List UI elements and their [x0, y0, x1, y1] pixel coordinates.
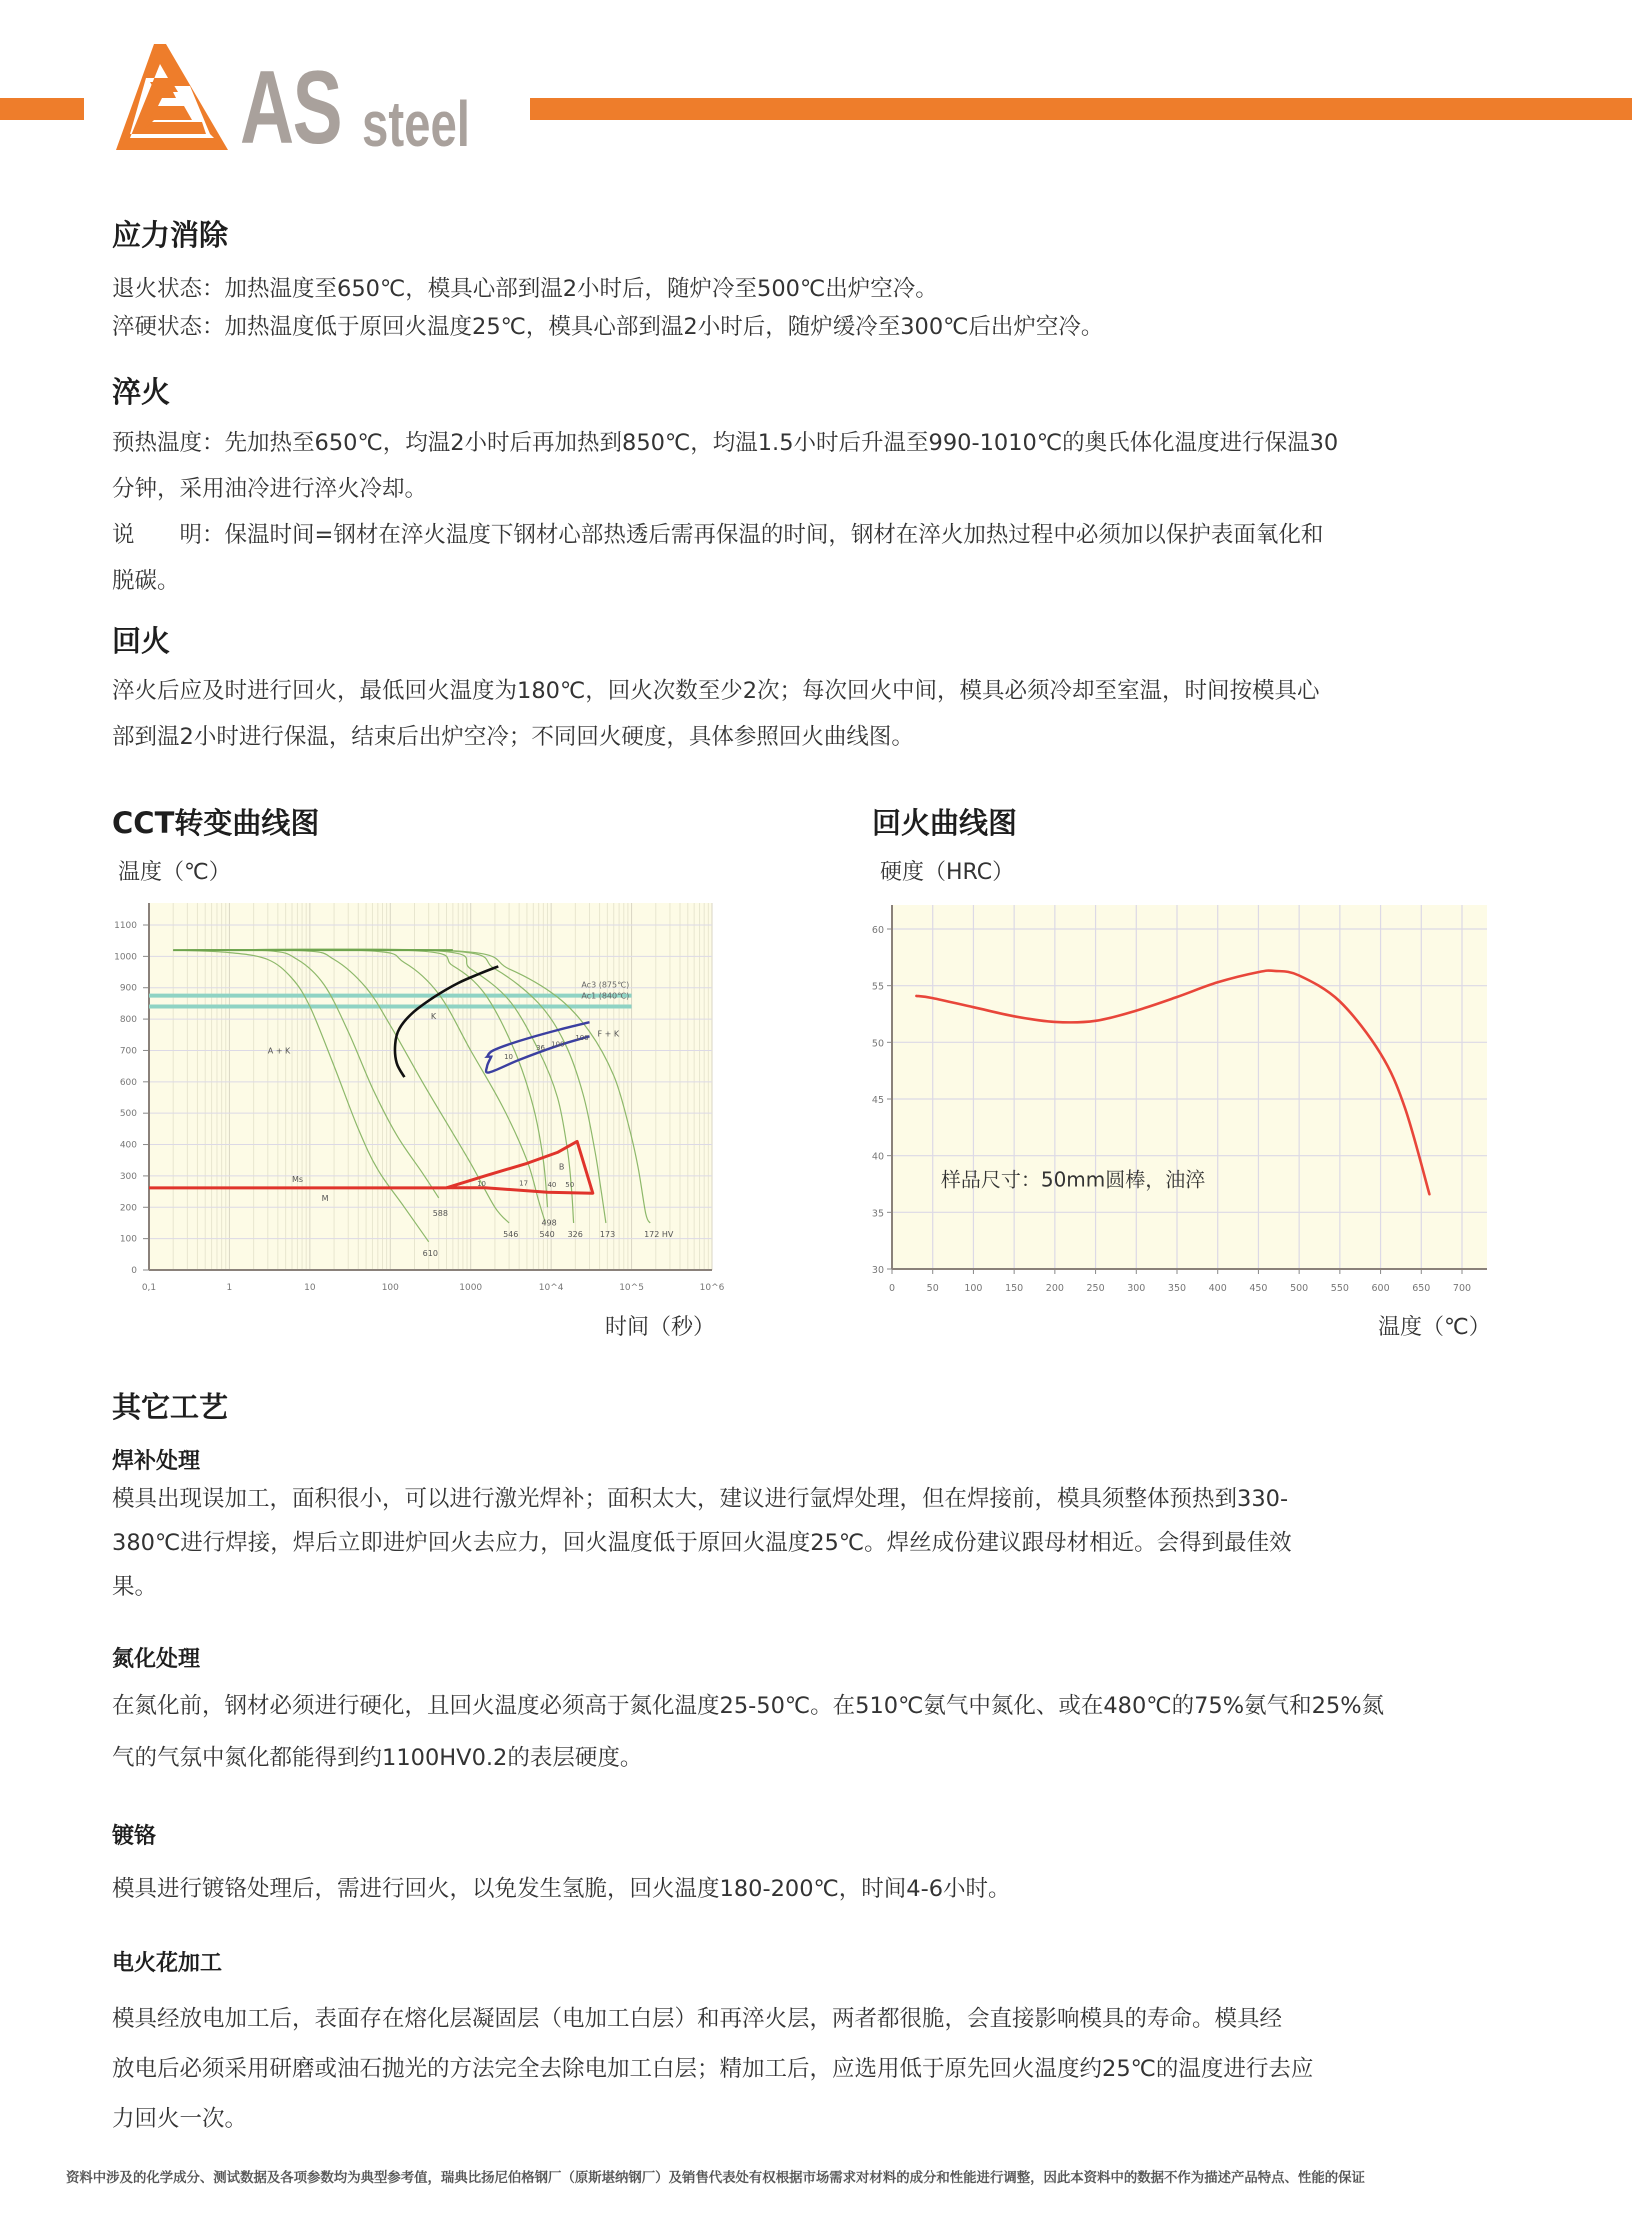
tempering-y-tick-label: 50 — [871, 1038, 884, 1050]
cct-region-label-ak: A + K — [267, 1046, 291, 1056]
text-line: 380℃进行焊接，焊后立即进炉回火去应力，回火温度低于原回火温度25℃。焊丝成份建议跟母材相近。会得到最佳效 — [112, 1530, 1292, 1556]
header-bar-right — [530, 98, 1632, 120]
cct-curve-hv-label: 498 — [541, 1218, 557, 1228]
cct-y-tick-label: 300 — [119, 1171, 137, 1182]
text-line: 说 明：保温时间=钢材在淬火温度下钢材心部热透后需再保温的时间，钢材在淬火加热过程中必须加以保护表面氧化和 — [112, 522, 1324, 548]
cct-x-tick-label: 10^6 — [699, 1283, 725, 1293]
cct-y-tick-label: 700 — [119, 1046, 137, 1057]
tempering-y-tick-label: 60 — [871, 925, 884, 936]
cct-x-tick-label: 10^4 — [538, 1283, 564, 1293]
cct-bainite-label: 10 — [477, 1179, 487, 1188]
cct-curve-hv-label: 172 HV — [644, 1229, 674, 1239]
cct-y-tick-label: 800 — [119, 1015, 137, 1026]
subsection-title-nitriding: 氮化处理 — [112, 1647, 201, 1672]
tempering-x-tick-label: 600 — [1371, 1283, 1390, 1294]
cct-x-tick-label: 1000 — [459, 1283, 483, 1293]
chrome-text — [112, 1867, 1512, 1911]
tempering-x-tick-label: 400 — [1208, 1283, 1227, 1294]
cct-x-tick-label: 100 — [381, 1283, 399, 1293]
tempering-x-tick-label: 650 — [1412, 1283, 1431, 1294]
cct-y-axis-title: 温度（℃） — [118, 860, 231, 885]
text-line: 在氮化前，钢材必须进行硬化，且回火温度必须高于氮化温度25-50℃。在510℃氨气中氮化、或在480℃的75%氨气和25%氮 — [112, 1693, 1385, 1719]
logo-text-as: AS — [240, 50, 342, 166]
tempering-y-tick-label: 55 — [871, 981, 884, 993]
tempering-y-tick-label: 45 — [871, 1095, 884, 1106]
tempering-text — [112, 668, 1512, 760]
cct-x-tick-label: 10 — [304, 1283, 316, 1293]
cct-curve-hv-label: 610 — [422, 1248, 438, 1258]
hardening-text — [112, 420, 1512, 604]
cct-bainite-label: 50 — [565, 1181, 575, 1190]
tempering-x-tick-label: 450 — [1249, 1283, 1268, 1294]
text-line: 模具出现误加工，面积很小，可以进行激光焊补；面积太大，建议进行氩焊处理，但在焊接前，模具须整体预热到330- — [112, 1486, 1289, 1512]
header-bar-left — [0, 98, 84, 120]
cct-y-tick-label: 400 — [119, 1140, 137, 1151]
tempering-x-tick-label: 350 — [1167, 1283, 1187, 1294]
cct-x-tick-label: 10^5 — [619, 1283, 644, 1293]
stress-relief-text — [112, 270, 1512, 346]
tempering-x-tick-label: 150 — [1005, 1283, 1024, 1294]
tempering-x-tick-label: 50 — [926, 1283, 939, 1294]
text-line: 气的气氛中氮化都能得到约1100HV0.2的表层硬度。 — [112, 1745, 643, 1771]
section-title-hardening: 淬火 — [112, 375, 171, 409]
logo-text-steel: steel — [362, 88, 470, 160]
cct-ms-label: Ms — [292, 1174, 304, 1184]
tempering-x-tick-label: 500 — [1290, 1283, 1309, 1294]
tempering-x-tick-label: 0 — [888, 1283, 896, 1294]
cct-curve-hv-label: 173 — [599, 1229, 616, 1239]
cct-bainite-label: 17 — [519, 1179, 529, 1188]
section-title-other: 其它工艺 — [112, 1390, 229, 1424]
cct-y-tick-label: 0 — [131, 1266, 137, 1276]
tempering-y-tick-label: 40 — [871, 1151, 884, 1163]
cct-y-tick-label: 200 — [119, 1203, 137, 1214]
cct-y-tick-label: 100 — [119, 1234, 137, 1245]
text-line: 退火状态：加热温度至650℃，模具心部到温2小时后，随炉冷至500℃出炉空冷。 — [112, 276, 938, 302]
section-title-tempering: 回火 — [112, 624, 171, 658]
tempering-chart-title: 回火曲线图 — [872, 806, 1018, 840]
text-line: 分钟，采用油冷进行淬火冷却。 — [112, 476, 428, 502]
cct-x-axis-title: 时间（秒） — [605, 1315, 716, 1340]
text-line: 部到温2小时进行保温，结束后出炉空冷；不同回火硬度，具体参照回火曲线图。 — [112, 724, 914, 750]
tempering-y-axis-title: 硬度（HRC） — [880, 860, 1015, 885]
cct-curve-hv-label: 540 — [539, 1229, 555, 1239]
logo-triangle-icon — [110, 42, 234, 154]
tempering-x-tick-label: 300 — [1127, 1283, 1146, 1294]
cct-chart — [100, 895, 730, 1295]
edm-text — [112, 1996, 1512, 2142]
cct-region-label-b: B — [558, 1162, 565, 1172]
cct-ferrite-label: 36 — [536, 1043, 546, 1052]
welding-text — [112, 1477, 1512, 1609]
tempering-x-tick-label: 700 — [1452, 1283, 1472, 1294]
cct-y-tick-label: 1000 — [114, 952, 137, 963]
cct-curve-hv-label: 546 — [503, 1229, 519, 1239]
tempering-annotation: 样品尺寸：50mm圆棒，油淬 — [940, 1167, 1206, 1192]
cct-ref-label-ac3: Ac3 (875℃) — [581, 980, 630, 990]
footer-disclaimer: 资料中涉及的化学成分、测试数据及各项参数均为典型参考值，瑞典比扬尼伯格钢厂（原斯堪纳钢厂）及销售代表处有权根据市场需求对材料的成分和性能进行调整，因此本资料中的数据不作为描述产品特点、性能的保证 — [66, 2171, 1365, 2186]
tempering-y-tick-label: 35 — [871, 1208, 884, 1220]
cct-region-label-m: M — [321, 1194, 329, 1203]
subsection-title-welding: 焊补处理 — [112, 1449, 201, 1474]
nitriding-text — [112, 1684, 1512, 1780]
tempering-x-axis-title: 温度（℃） — [1378, 1315, 1491, 1340]
cct-region-label-fk: F + K — [597, 1029, 620, 1039]
cct-ferrite-label: 100 — [551, 1040, 565, 1049]
cct-ref-label-ac1: Ac1 (840℃) — [581, 991, 630, 1001]
text-line: 淬火后应及时进行回火，最低回火温度为180℃，回火次数至少2次；每次回火中间，模具必须冷却至室温，时间按模具心 — [112, 678, 1320, 704]
cct-x-tick-label: 0,1 — [141, 1283, 157, 1293]
text-line: 模具经放电加工后，表面存在熔化层凝固层（电加工白层）和再淬火层，两者都很脆，会直接影响模具的寿命。模具经 — [112, 2006, 1283, 2032]
text-line: 脱碳。 — [112, 568, 180, 594]
tempering-x-tick-label: 550 — [1330, 1283, 1349, 1294]
subsection-title-chrome: 镀铬 — [112, 1824, 157, 1849]
tempering-chart — [860, 895, 1500, 1295]
cct-y-tick-label: 500 — [119, 1109, 137, 1120]
text-line: 力回火一次。 — [112, 2106, 248, 2132]
cct-chart-title: CCT转变曲线图 — [112, 806, 320, 840]
section-title-stress-relief: 应力消除 — [112, 218, 229, 252]
text-line: 果。 — [112, 1574, 158, 1600]
tempering-x-tick-label: 250 — [1086, 1283, 1105, 1294]
cct-y-tick-label: 900 — [119, 983, 137, 994]
subsection-title-edm: 电火花加工 — [112, 1951, 223, 1976]
cct-y-tick-label: 1100 — [114, 921, 137, 931]
cct-region-label-k: K — [430, 1012, 437, 1022]
tempering-y-tick-label: 30 — [871, 1265, 884, 1276]
text-line: 模具进行镀铬处理后，需进行回火，以免发生氢脆，回火温度180-200℃，时间4-6小时。 — [112, 1876, 1011, 1902]
cct-y-tick-label: 600 — [119, 1077, 137, 1088]
cct-bainite-label: 40 — [547, 1181, 557, 1190]
cct-x-tick-label: 1 — [226, 1283, 233, 1293]
cct-curve-hv-label: 326 — [567, 1229, 583, 1239]
text-line: 放电后必须采用研磨或油石抛光的方法完全去除电加工白层；精加工后，应选用低于原先回火温度约25℃的温度进行去应 — [112, 2056, 1314, 2082]
text-line: 预热温度：先加热至650℃，均温2小时后再加热到850℃，均温1.5小时后升温至990-1010℃的奥氏体化温度进行保温30 — [112, 430, 1339, 456]
cct-ferrite-label: 10 — [504, 1053, 514, 1062]
cct-ferrite-label: 100 — [575, 1034, 589, 1043]
tempering-x-tick-label: 200 — [1045, 1283, 1064, 1294]
text-line: 淬硬状态：加热温度低于原回火温度25℃，模具心部到温2小时后，随炉缓冷至300℃后出炉空冷。 — [112, 314, 1104, 340]
cct-curve-hv-label: 588 — [432, 1208, 448, 1218]
tempering-x-tick-label: 100 — [964, 1283, 983, 1294]
